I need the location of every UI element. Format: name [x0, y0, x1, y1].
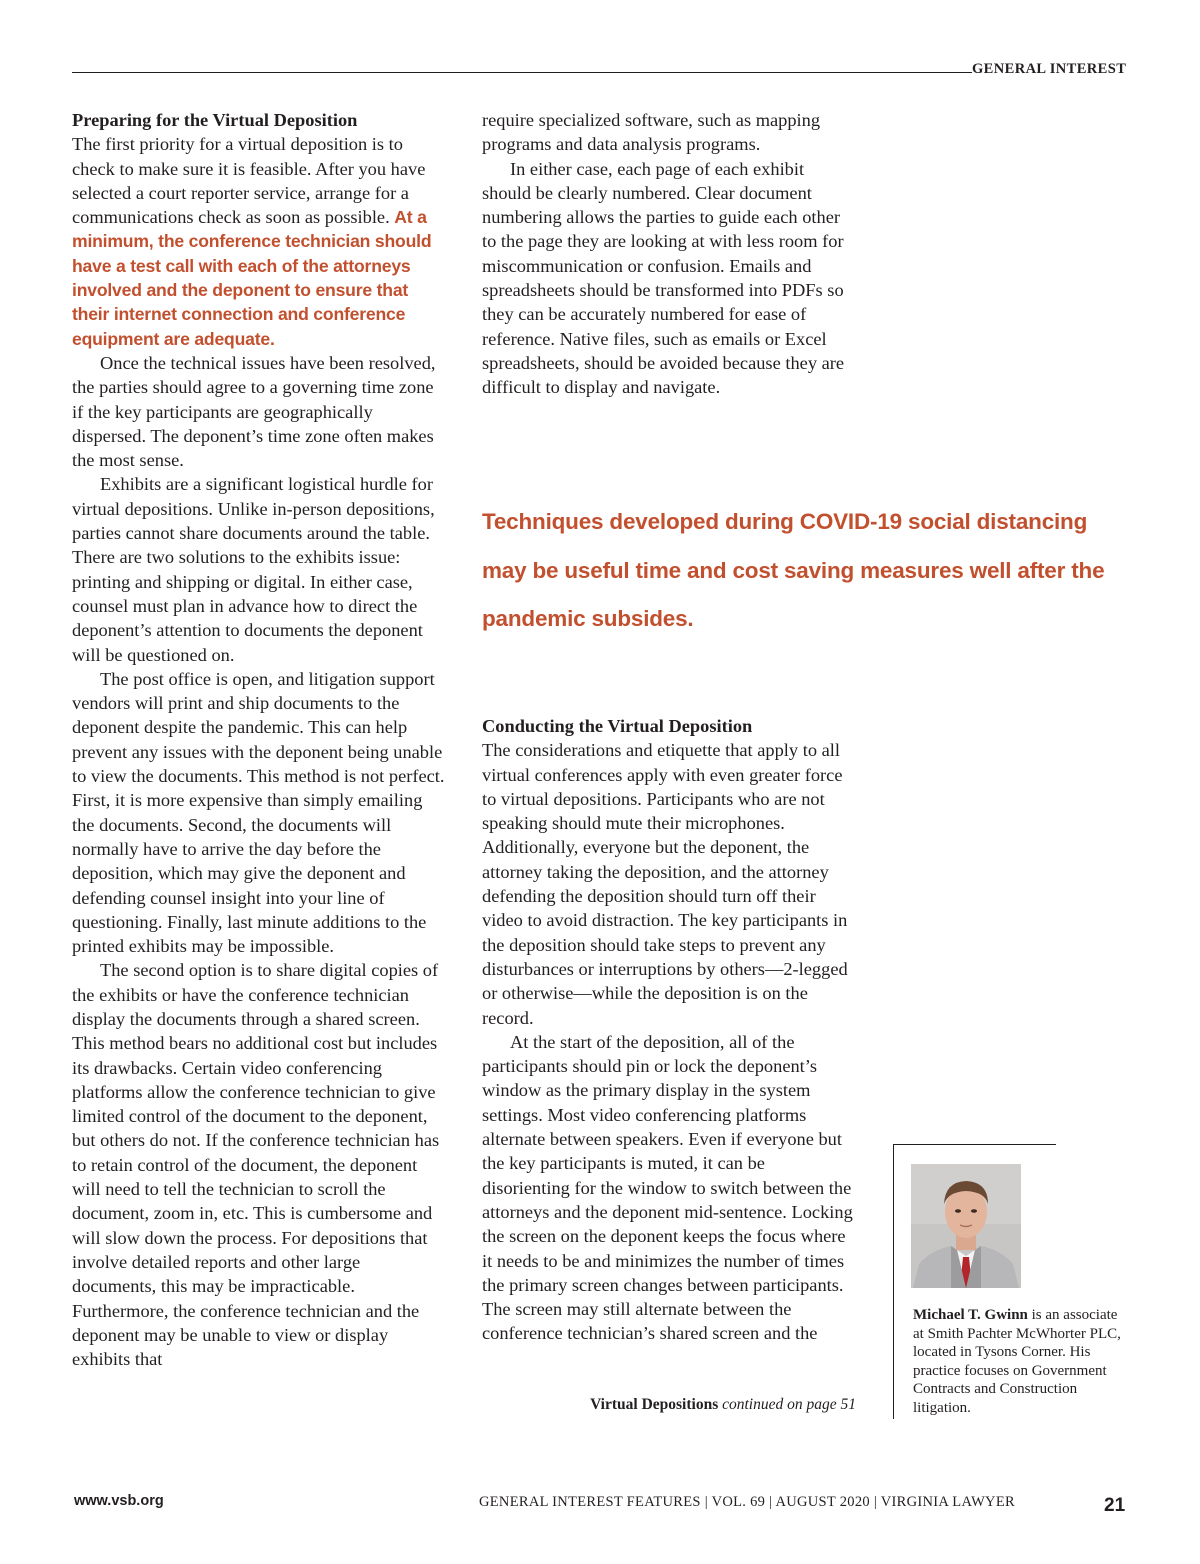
- paragraph: Once the technical issues have been resolved, the parties should agree to a governing time zone if the key participants are geographically dispersed. The deponent’s time zone often makes the most sense.: [72, 352, 436, 471]
- paragraph-text: The first priority for a virtual deposition is to check to make sure it is feasible. After you have selected a court reporter service, arrange for a communications check as soon as possible.: [72, 134, 426, 228]
- paragraph: require specialized software, such as mapping programs and data analysis programs.: [482, 110, 821, 155]
- section-heading-preparing: Preparing for the Virtual Deposition: [72, 110, 358, 130]
- continued-title: Virtual Depositions: [590, 1396, 719, 1413]
- author-name: Michael T. Gwinn: [913, 1307, 1028, 1323]
- continued-note: [482, 1396, 856, 1414]
- footer-publication-info: GENERAL INTEREST FEATURES | VOL. 69 | AUGUST 2020 | VIRGINIA LAWYER: [479, 1494, 1015, 1510]
- article-column-2: [482, 108, 856, 400]
- page-number: 21: [1104, 1495, 1126, 1516]
- paragraph: The second option is to share digital copies of the exhibits or have the conference technician display the documents through a shared screen. This method bears no additional cost but includes its drawbacks. Certain video conferencing platforms allow the conference technician to give limited control of the document to the deponent, but others do not. If the conference technician has to retain control of the document, the deponent will need to tell the technician to scroll the document, zoom in, etc. This is cumbersome and will slow down the process. For depositions that involve detailed reports and other large documents, this may be impracticable. Furthermore, the conference technician and the deponent may be unable to view or display exhibits that: [72, 960, 440, 1370]
- paragraph: In either case, each page of each exhibit should be clearly numbered. Clear document numbering allows the parties to guide each other to the page they are looking at with less room for miscommunication or confusion. Emails and spreadsheets should be transformed into PDFs so they can be accurately numbered for ease of reference. Native files, such as emails or Excel spreadsheets, should be avoided because they are difficult to display and navigate.: [482, 158, 845, 398]
- author-portrait: [911, 1164, 1021, 1288]
- bio-rule-horizontal: [893, 1144, 1056, 1145]
- header-rule: [72, 72, 972, 73]
- paragraph: The post office is open, and litigation support vendors will print and ship documents to the deponent despite the pandemic. This can help prevent any issues with the deponent being unable to view the documents. This method is not perfect. First, it is more expensive than simply emailing the documents. Second, the documents will normally have to arrive the day before the deposition, which may give the deponent and defending counsel insight into your line of questioning. Finally, last minute additions to the printed exhibits may be impossible.: [72, 668, 445, 957]
- paragraph: The considerations and etiquette that apply to all virtual conferences apply with even greater force to virtual depositions. Participants who are not speaking should mute their microphones. Additionally, everyone but the deponent, the attorney taking the deposition, and the attorney defending the deposition should turn off their video to avoid distraction. The key participants in the deposition should take steps to prevent any disturbances or interruptions by others—2-legged or otherwise—while the deposition is on the record.: [482, 740, 848, 1028]
- continued-page: continued on page 51: [722, 1396, 856, 1413]
- author-portrait-image: [911, 1164, 1021, 1288]
- section-heading-conducting: Conducting the Virtual Deposition: [482, 716, 753, 736]
- paragraph: Exhibits are a significant logistical hurdle for virtual depositions. Unlike in-person depositions, parties cannot share documents around the table. There are two solutions to the exhibits issue: printing and shipping or digital. In either case, counsel must plan in advance how to direct the deponent’s attention to documents the deponent will be questioned on.: [72, 474, 435, 665]
- author-bio-text: is an associate at Smith Pachter McWhorter PLC, located in Tysons Corner. His practice focuses on Government Contracts and Construction litigation.: [913, 1307, 1121, 1416]
- article-column-3: [482, 714, 856, 1346]
- highlighted-text: At a minimum, the conference technician should have a test call with each of the attorneys involved and the deponent to ensure that their internet connection and conference equipment are adequate.: [72, 207, 432, 349]
- author-bio: [913, 1306, 1128, 1417]
- paragraph: At the start of the deposition, all of the participants should pin or lock the deponent’s window as the primary display in the system settings. Most video conferencing platforms alternate between speakers. Even if everyone but the key participants is muted, it can be disorienting for the window to switch between the attorneys and the deponent mid-sentence. Locking the screen on the deponent keeps the focus where it needs to be and minimizes the number of times the primary screen changes between participants. The screen may still alternate between the conference technician’s shared screen and the: [482, 1031, 853, 1344]
- section-label: GENERAL INTEREST: [972, 61, 1127, 77]
- pull-quote: Techniques developed during COVID-19 social distancing may be useful time and cost saving measures well after the pandemic subsides.: [482, 509, 1105, 631]
- paragraph: [72, 132, 448, 351]
- bio-rule-vertical: [893, 1144, 894, 1419]
- footer-url[interactable]: www.vsb.org: [74, 1493, 164, 1509]
- article-column-1: [72, 108, 448, 1371]
